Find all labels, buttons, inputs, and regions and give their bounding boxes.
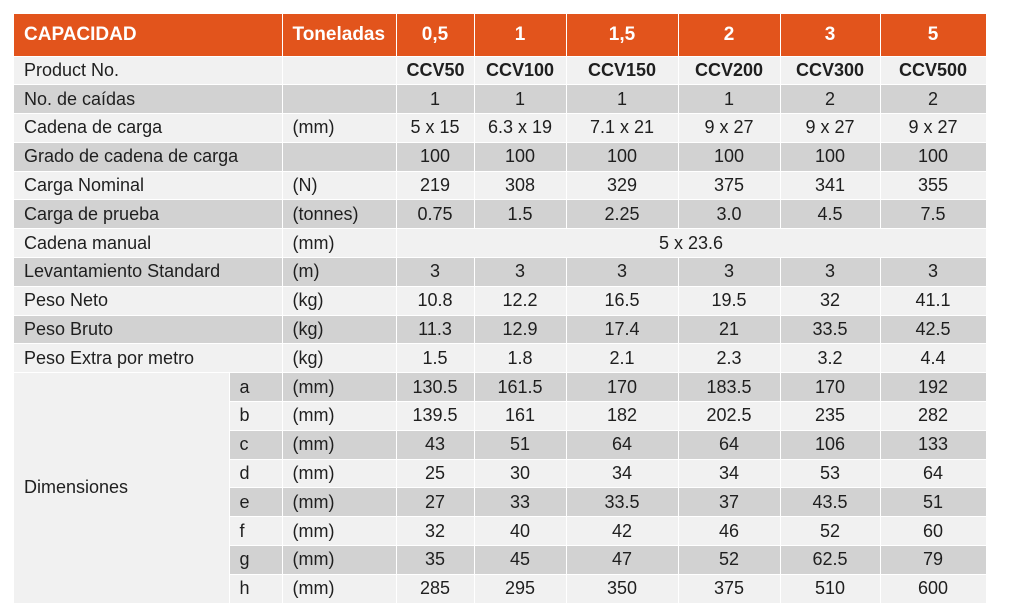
row-unit [282,142,396,171]
row-unit: (m) [282,258,396,287]
value-cell: 9 x 27 [678,114,780,143]
dimension-value-cell: 170 [780,373,880,402]
value-cell: 3.0 [678,200,780,229]
row-label: Levantamiento Standard [14,258,282,287]
dimension-letter: g [229,546,282,575]
row-label: Peso Neto [14,286,282,315]
dimension-value-cell: 30 [474,459,566,488]
value-cell: 3 [678,258,780,287]
value-cell: 100 [678,142,780,171]
value-cell: 11.3 [396,315,474,344]
header-row [14,14,986,56]
value-cell: 100 [566,142,678,171]
dimension-unit: (mm) [282,459,396,488]
product-number-cell: CCV100 [474,56,566,85]
value-cell: 12.2 [474,286,566,315]
dimension-value-cell: 35 [396,546,474,575]
dimension-value-cell: 33 [474,488,566,517]
value-cell: 12.9 [474,315,566,344]
dimension-value-cell: 43.5 [780,488,880,517]
value-cell: 7.5 [880,200,986,229]
dimension-value-cell: 52 [780,517,880,546]
value-cell: 21 [678,315,780,344]
dimension-letter: c [229,430,282,459]
row-unit [282,85,396,114]
row-unit: (kg) [282,286,396,315]
row-unit: (mm) [282,114,396,143]
dimension-value-cell: 62.5 [780,546,880,575]
value-cell: 375 [678,171,780,200]
value-cell: 9 x 27 [880,114,986,143]
table-row [14,315,986,344]
value-cell: 2.1 [566,344,678,373]
product-number-cell: CCV300 [780,56,880,85]
dimension-letter: a [229,373,282,402]
dimension-value-cell: 350 [566,574,678,603]
value-cell: 33.5 [780,315,880,344]
dimension-letter: f [229,517,282,546]
dimension-row [14,373,986,402]
value-cell: 4.4 [880,344,986,373]
value-cell: 100 [474,142,566,171]
dimension-value-cell: 40 [474,517,566,546]
capacity-header-cell: 5 [880,14,986,56]
value-cell: 2 [880,85,986,114]
merged-value-cell: 5 x 23.6 [396,229,986,258]
row-label: Grado de cadena de carga [14,142,282,171]
row-unit [282,56,396,85]
value-cell: 3 [780,258,880,287]
row-label: Peso Extra por metro [14,344,282,373]
dimension-value-cell: 295 [474,574,566,603]
value-cell: 5 x 15 [396,114,474,143]
dimensions-label: Dimensiones [14,373,229,603]
table-row [14,286,986,315]
product-number-cell: CCV200 [678,56,780,85]
dimension-letter: h [229,574,282,603]
dimension-value-cell: 33.5 [566,488,678,517]
value-cell: 100 [880,142,986,171]
value-cell: 219 [396,171,474,200]
value-cell: 1.5 [474,200,566,229]
dimension-value-cell: 375 [678,574,780,603]
dimension-unit: (mm) [282,402,396,431]
dimension-unit: (mm) [282,488,396,517]
dimension-value-cell: 285 [396,574,474,603]
dimension-value-cell: 202.5 [678,402,780,431]
row-label: Carga Nominal [14,171,282,200]
dimension-value-cell: 25 [396,459,474,488]
dimension-value-cell: 37 [678,488,780,517]
product-number-cell: CCV150 [566,56,678,85]
row-label: Cadena manual [14,229,282,258]
table-body [14,14,986,603]
product-number-cell: CCV50 [396,56,474,85]
dimension-value-cell: 51 [474,430,566,459]
table-row [14,114,986,143]
dimension-value-cell: 64 [678,430,780,459]
value-cell: 1.8 [474,344,566,373]
dimension-value-cell: 192 [880,373,986,402]
value-cell: 100 [396,142,474,171]
dimension-letter: b [229,402,282,431]
value-cell: 16.5 [566,286,678,315]
dimension-value-cell: 161 [474,402,566,431]
value-cell: 2.25 [566,200,678,229]
value-cell: 41.1 [880,286,986,315]
value-cell: 3 [474,258,566,287]
table-row [14,85,986,114]
value-cell: 32 [780,286,880,315]
value-cell: 1 [396,85,474,114]
value-cell: 4.5 [780,200,880,229]
dimension-value-cell: 27 [396,488,474,517]
dimension-value-cell: 46 [678,517,780,546]
row-label: No. de caídas [14,85,282,114]
capacity-header-cell: 0,5 [396,14,474,56]
value-cell: 1 [474,85,566,114]
value-cell: 42.5 [880,315,986,344]
capacity-spec-table [14,14,987,604]
value-cell: 3 [566,258,678,287]
dimension-value-cell: 130.5 [396,373,474,402]
dimension-value-cell: 60 [880,517,986,546]
dimension-value-cell: 64 [880,459,986,488]
value-cell: 100 [780,142,880,171]
value-cell: 9 x 27 [780,114,880,143]
dimension-value-cell: 133 [880,430,986,459]
value-cell: 1.5 [396,344,474,373]
dimension-value-cell: 235 [780,402,880,431]
product-number-cell: CCV500 [880,56,986,85]
capacity-header-cell: 2 [678,14,780,56]
value-cell: 7.1 x 21 [566,114,678,143]
dimension-value-cell: 34 [678,459,780,488]
table-row [14,171,986,200]
table-row [14,200,986,229]
value-cell: 308 [474,171,566,200]
capacity-header-cell: 3 [780,14,880,56]
dimension-value-cell: 106 [780,430,880,459]
value-cell: 3.2 [780,344,880,373]
dimension-value-cell: 600 [880,574,986,603]
row-label: Peso Bruto [14,315,282,344]
dimension-value-cell: 51 [880,488,986,517]
dimension-value-cell: 32 [396,517,474,546]
row-unit: (kg) [282,315,396,344]
value-cell: 17.4 [566,315,678,344]
dimension-value-cell: 52 [678,546,780,575]
value-cell: 1 [678,85,780,114]
table-row [14,344,986,373]
row-unit: (kg) [282,344,396,373]
dimension-value-cell: 34 [566,459,678,488]
row-unit: (mm) [282,229,396,258]
capacity-header-cell: 1,5 [566,14,678,56]
header-label: CAPACIDAD [14,14,282,56]
dimension-unit: (mm) [282,546,396,575]
value-cell: 3 [396,258,474,287]
dimension-value-cell: 139.5 [396,402,474,431]
dimension-value-cell: 43 [396,430,474,459]
value-cell: 355 [880,171,986,200]
dimension-unit: (mm) [282,517,396,546]
header-unit: Toneladas [282,14,396,56]
value-cell: 2.3 [678,344,780,373]
row-label: Product No. [14,56,282,85]
value-cell: 2 [780,85,880,114]
value-cell: 6.3 x 19 [474,114,566,143]
table-row [14,142,986,171]
dimension-unit: (mm) [282,574,396,603]
table-row [14,56,986,85]
dimension-value-cell: 161.5 [474,373,566,402]
value-cell: 1 [566,85,678,114]
value-cell: 3 [880,258,986,287]
value-cell: 10.8 [396,286,474,315]
row-unit: (tonnes) [282,200,396,229]
dimension-letter: e [229,488,282,517]
capacity-header-cell: 1 [474,14,566,56]
dimension-value-cell: 182 [566,402,678,431]
value-cell: 329 [566,171,678,200]
dimension-value-cell: 53 [780,459,880,488]
dimension-unit: (mm) [282,430,396,459]
row-label: Carga de prueba [14,200,282,229]
row-unit: (N) [282,171,396,200]
table-row [14,258,986,287]
row-label: Cadena de carga [14,114,282,143]
dimension-value-cell: 42 [566,517,678,546]
dimension-letter: d [229,459,282,488]
dimension-value-cell: 183.5 [678,373,780,402]
dimension-value-cell: 170 [566,373,678,402]
dimension-value-cell: 47 [566,546,678,575]
value-cell: 341 [780,171,880,200]
value-cell: 0.75 [396,200,474,229]
table-row [14,229,986,258]
dimension-value-cell: 282 [880,402,986,431]
value-cell: 19.5 [678,286,780,315]
dimension-value-cell: 45 [474,546,566,575]
dimension-value-cell: 64 [566,430,678,459]
dimension-value-cell: 510 [780,574,880,603]
dimension-value-cell: 79 [880,546,986,575]
dimension-unit: (mm) [282,373,396,402]
